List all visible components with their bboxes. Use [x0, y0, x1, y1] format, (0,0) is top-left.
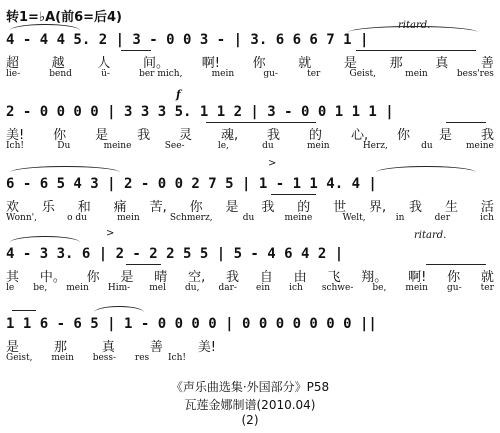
- accent-mark: >: [268, 158, 277, 169]
- score-system-1: [6, 14, 494, 82]
- underline: [206, 122, 316, 123]
- underline: [271, 194, 316, 195]
- page-number: (2): [241, 413, 259, 427]
- notation-line: 1 1 6 - 6 5 | 1 - 0 0 0 0 | 0 0 0 0 0 0 0 ||: [6, 316, 377, 332]
- ritard-marking: ritard.: [414, 230, 447, 241]
- notation-line: 4 - 4 4 5. 2 | 3 - 0 0 3 - | 3. 6 6 6 7 1 |: [6, 32, 369, 48]
- notation-line: 6 - 6 5 4 3 | 2 - 0 0 2 7 5 | 1 - 1 1 4. 4 |: [6, 176, 377, 192]
- score-system-3: [6, 158, 494, 226]
- lyrics-german: Ich! Du meine See- le, du mein Herz, du meine: [6, 141, 494, 151]
- lyrics-german: lie- bend ü- ber mich, mein gu- ter Geist, mein bess'res: [6, 69, 494, 79]
- lyrics-chinese: 欢 乐 和 痛 苦, 你 是 我 的 世 界, 我 生 活: [6, 200, 494, 215]
- notation-line: 2 - 0 0 0 0 | 3 3 3 5. 1 1 2 | 3 - 0 0 1 1 1 |: [6, 104, 394, 120]
- underline: [356, 50, 476, 51]
- score-system-4: [6, 228, 494, 296]
- arranger-credit: 瓦莲金娜制谱(2010.04): [184, 398, 316, 412]
- underline: [121, 50, 151, 51]
- underline: [126, 264, 161, 265]
- underline: [12, 310, 36, 311]
- underline: [426, 264, 486, 265]
- forte-dynamic: f: [176, 88, 181, 101]
- lyrics-german: le be, mein Him- mel du, dar- ein ich schwe- be, mein gu- ter: [6, 283, 494, 293]
- ritard-marking: ritard.: [398, 20, 431, 31]
- lyrics-german: Wonn', o du mein Schmerz, du meine Welt, in der ich: [6, 213, 494, 223]
- underline: [446, 122, 486, 123]
- source-citation: 《声乐曲选集·外国部分》P58: [170, 380, 330, 394]
- lyrics-german: Geist, mein bess- res Ich!: [6, 353, 186, 363]
- score-system-2: [6, 86, 494, 154]
- lyrics-chinese: 美! 你 是 我 灵 魂, 我 的 心, 你 是 我: [6, 128, 494, 143]
- lyrics-chinese: 是 那 真 善 美!: [6, 340, 216, 355]
- accent-mark: >: [106, 228, 115, 239]
- key-signature: 转1=♭A(前6=后4): [6, 10, 122, 25]
- lyrics-chinese: 其 中。 你 是 晴 空, 我 自 由 飞 翔。 啊! 你 就: [6, 270, 494, 285]
- lyrics-chinese: 超 越 人 间。 啊! 你 就 是 那 真 善: [6, 56, 494, 71]
- score-system-5: [6, 298, 494, 366]
- notation-line: 4 - 3 3. 6 | 2 - 2 2 5 5 | 5 - 4 6 4 2 |: [6, 246, 344, 262]
